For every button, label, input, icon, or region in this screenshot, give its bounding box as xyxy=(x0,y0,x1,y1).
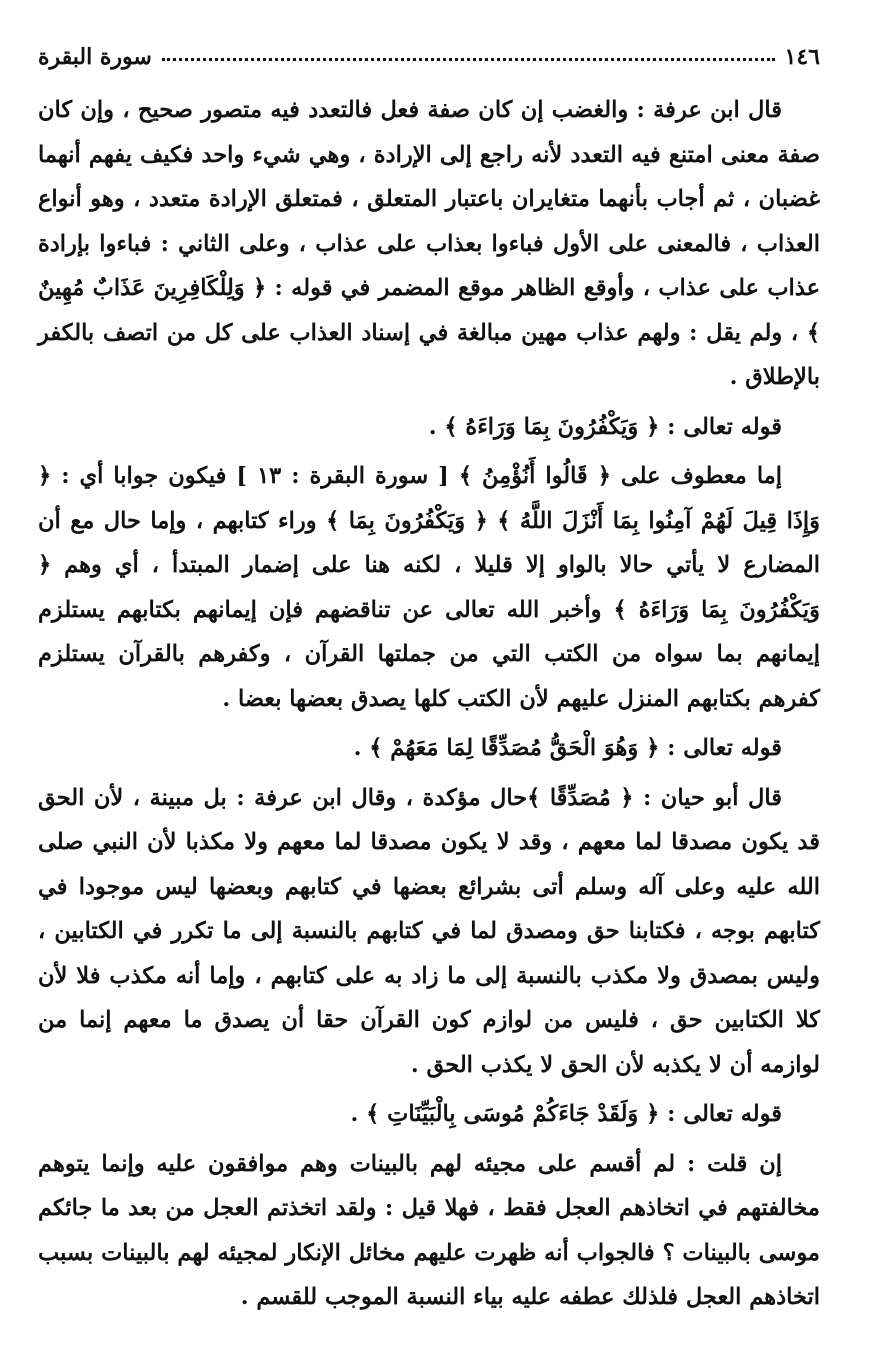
paragraph: قال أبو حيان : ﴿ مُصَدِّقًا ﴾حال مؤكدة ، وقال ابن عرفة : بل مبينة ، لأن الحق قد يكون مصدقا لما معهم ، وقد لا يكون مصدقا لما معهم ولا مكذبا لأن النبي صلى الله عليه وعلى آله وسلم أتى بشرائع بعضها في كتابهم وبعضها ليس موجودا في كتابهم بوجه ، فكتابنا حق ومصدق لما في كتابهم بالنسبة إلى ما تكرر في الكتابين ، وليس بمصدق ولا مكذب بالنسبة إلى ما زاد به على كتابهم ، وإما أنه مكذب فلا لأن كلا الكتابين حق ، فليس من لوازم كون القرآن حقا أن يصدق ما معهم إنما من لوازمه أن لا يكذبه لأن الحق لا يكذب الحق . xyxy=(38,784,820,1078)
page-header xyxy=(38,40,820,74)
running-title: سورة البقرة xyxy=(38,44,152,70)
paragraph: قال ابن عرفة : والغضب إن كان صفة فعل فالتعدد فيه متصور صحيح ، وإن كان صفة معنى امتنع فيه التعدد لأنه راجع إلى الإرادة ، وهي شيء واحد فكيف يفهم أنهما غضبان ، ثم أجاب بأنهما متغايران باعتبار المتعلق ، فمتعلق الإرادة متعدد ، وهو أنواع العذاب ، فالمعنى على الأول فباءوا بعذاب على عذاب ، وعلى الثاني : فباءوا بإرادة عذاب على عذاب ، وأوقع الظاهر موقع المضمر في قوله : ﴿ وَلِلْكَافِرِينَ عَذَابٌ مُهِينٌ ﴾ ، ولم يقل : ولهم عذاب مهين مبالغة في إسناد العذاب على كل من اتصف بالكفر بالإطلاق . xyxy=(38,97,820,390)
verse-heading: قوله تعالى : ﴿ وَيَكْفُرُونَ بِمَا وَرَاءَهُ ﴾ . xyxy=(428,413,782,440)
paragraph: إن قلت : لم أقسم على مجيئه لهم بالبينات وهم موافقون عليه وإنما يتوهم مخالفتهم في اتخاذهم العجل فقط ، فهلا قيل : ولقد اتخذتم العجل من بعد ما جائكم موسى بالبينات ؟ فالجواب أنه ظهرت عليهم مخائل الإنكار لمجيئه لهم بالبينات بسبب اتخاذهم العجل فلذلك عطفه عليه بياء النسبة الموجب للقسم . xyxy=(38,1150,820,1310)
verse-heading: قوله تعالى : ﴿ وَهُوَ الْحَقُّ مُصَدِّقًا لِمَا مَعَهُمْ ﴾ . xyxy=(353,735,782,761)
book-page xyxy=(38,40,820,1325)
verse-heading: قوله تعالى : ﴿ وَلَقَدْ جَاءَكُمْ مُوسَى بِالْبَيِّنَاتِ ﴾ . xyxy=(350,1101,782,1127)
header-dotted-leader xyxy=(162,58,775,61)
page-body xyxy=(38,88,820,1320)
page-number: ١٤٦ xyxy=(784,44,820,70)
paragraph: إما معطوف على ﴿ قَالُوا أَنُؤْمِنُ ﴾ [ سورة البقرة : ١٣ ] فيكون جوابا أي : ﴿ وَإِذَا قِيلَ لَهُمْ آمِنُوا بِمَا أَنْزَلَ اللَّهُ ﴾ ﴿ وَيَكْفُرُونَ بِمَا ﴾ وراء كتابهم ، وإما حال مع أن المضارع لا يأتي حالا بالواو إلا قليلا ، لكنه هنا على إضمار المبتدأ ، أي وهم ﴿ وَيَكْفُرُونَ بِمَا وَرَاءَهُ ﴾ وأخبر الله تعالى عن تناقضهم فإن إيمانهم بكتابهم يستلزم إيمانهم بما سواه من الكتب التي من جملتها القرآن ، وكفرهم بالقرآن يستلزم كفرهم بكتابهم المنزل عليهم لأن الكتب كلها يصدق بعضها بعضا . xyxy=(38,463,820,712)
